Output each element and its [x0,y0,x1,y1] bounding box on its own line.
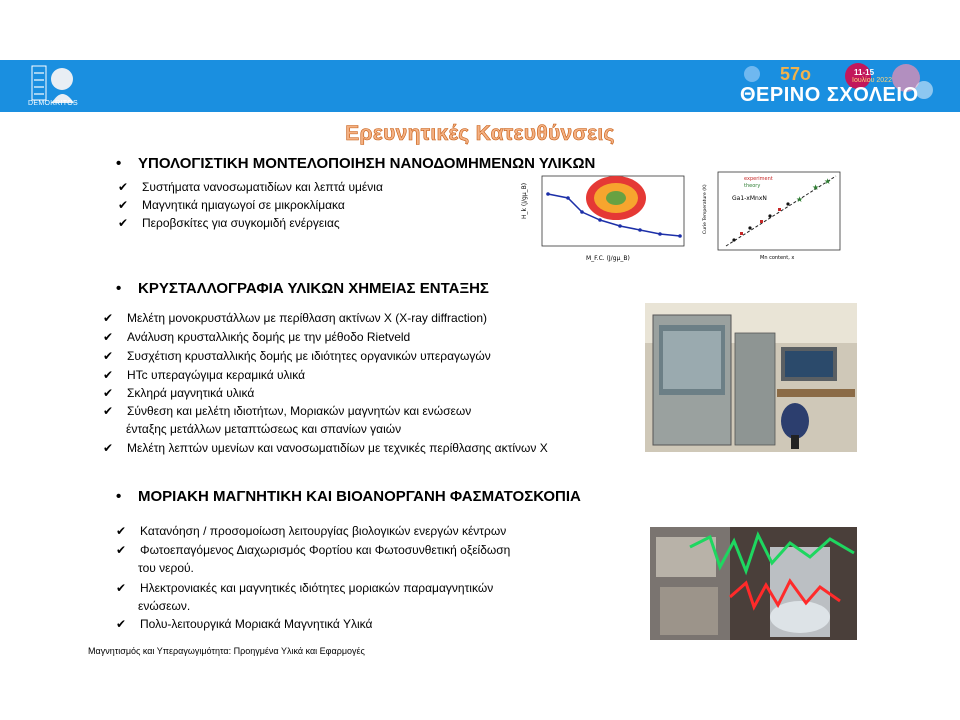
diffractometer-lab-photo [645,303,857,452]
chart1-xlabel: M_F.C. (J/gμ_B) [586,255,630,262]
check-icon: ✔ [118,180,129,194]
list-item-continuation: του νερού. [138,561,194,575]
list-item: ✔ Κατανόηση / προσομοίωση λειτουργίας βιολογικών ενεργών κέντρων [116,524,507,538]
chart1-ylabel: H_k (J/gμ_B) [521,182,528,219]
list-item: ✔ Μελέτη μονοκρυστάλλων με περίθλαση ακτίνων Χ (X-ray diffraction) [103,311,488,325]
chart2-compound: Ga1-xMnxN [732,195,767,202]
list-item: ✔ Πολυ-λειτουργικά Μοριακά Μαγνητικά Υλικά [116,617,373,631]
check-icon: ✔ [103,349,114,363]
summer-school-badge [738,62,938,110]
check-icon: ✔ [116,617,127,631]
list-item: ✔ Περοβσκίτες για συγκομιδή ενέργειας [118,216,340,230]
list-item: ✔ Σκληρά μαγνητικά υλικά [103,386,255,400]
footer-caption: Μαγνητισμός και Υπεραγωγιμότητα: Προηγμένα Υλικά και Εφαρμογές [88,646,365,656]
bullet-icon: • [116,488,122,505]
list-item: ✔ Φωτοεπαγόμενος Διαχωρισμός Φορτίου και Φωτοσυνθετική οξείδωση [116,543,511,557]
check-icon: ✔ [103,404,114,418]
chart2-legend-theory: theory [744,183,761,189]
list-item: ✔ Συστήματα νανοσωματιδίων και λεπτά υμένια [118,180,383,194]
check-icon: ✔ [103,311,114,325]
section-title-1: • ΥΠΟΛΟΓΙΣΤΙΚΗ ΜΟΝΤΕΛΟΠΟΙΗΣΗ ΝΑΝΟΔΟΜΗΜΕΝΩΝ ΥΛΙΚΩΝ [116,155,596,172]
check-icon: ✔ [116,581,127,595]
list-item-continuation: ενώσεων. [138,599,191,613]
list-item-continuation: ένταξης μετάλλων μεταπτώσεως και σπανίων γαιών [126,422,402,436]
list-item: ✔ HTc υπεραγώγιμα κεραμικά υλικά [103,368,306,382]
svg-text:★: ★ [812,183,820,192]
list-item: ✔ Ανάλυση κρυσταλλικής δομής με την μέθοδο Rietveld [103,330,411,344]
section-title-3: • ΜΟΡΙΑΚΗ ΜΑΓΝΗΤΙΚΗ ΚΑΙ ΒΙΟΑΝΟΡΓΑΝΗ ΦΑΣΜΑΤΟΣΚΟΠΙΑ [116,488,581,505]
list-item: ✔ Ηλεκτρονιακές και μαγνητικές ιδιότητες μοριακών παραμαγνητικών [116,581,494,595]
school-date: 11-15 [854,68,875,77]
spectroscopy-lab-photo [650,527,857,640]
list-item: ✔ Σύνθεση και μελέτη ιδιοτήτων, Μοριακών μαγνητών και ενώσεων [103,404,472,418]
list-item: ✔ Μαγνητικά ημιαγωγοί σε μικροκλίμακα [118,198,345,212]
school-title: ΘΕΡΙΝΟ ΣΧΟΛΕΙΟ [740,84,919,106]
list-item: ✔ Συσχέτιση κρυσταλλικής δομής με ιδιότητες οργανικών υπεραγωγών [103,349,491,363]
anisotropy-plot-image [520,172,690,264]
check-icon: ✔ [118,198,129,212]
chart2-ylabel: Curie Temperature (K) [703,184,708,234]
check-icon: ✔ [116,543,127,557]
check-icon: ✔ [103,330,114,344]
school-number: 57ο [780,64,812,84]
check-icon: ✔ [118,216,129,230]
check-icon: ✔ [103,368,114,382]
section-title-2: • ΚΡΥΣΤΑΛΛΟΓΡΑΦΙΑ ΥΛΙΚΩΝ ΧΗΜΕΙΑΣ ΕΝΤΑΞΗΣ [116,280,489,297]
logo-caption: DEMOKRITOS [28,100,78,107]
svg-text:★: ★ [824,177,832,186]
chart2-legend-experiment: experiment [744,176,773,182]
school-month: Ιουλίου 2022 [852,77,892,84]
svg-text:★: ★ [796,195,804,204]
check-icon: ✔ [103,441,114,455]
bullet-icon: • [116,280,122,297]
curie-temperature-plot-image [700,168,845,264]
page-title: Ερευνητικές Κατευθύνσεις [345,122,615,145]
chart2-xlabel: Mn content, x [760,255,795,261]
check-icon: ✔ [116,524,127,538]
bullet-icon: • [116,155,122,172]
check-icon: ✔ [103,386,114,400]
list-item: ✔ Μελέτη λεπτών υμενίων και νανοσωματιδίων με τεχνικές περίθλασης ακτίνων Χ [103,441,548,455]
